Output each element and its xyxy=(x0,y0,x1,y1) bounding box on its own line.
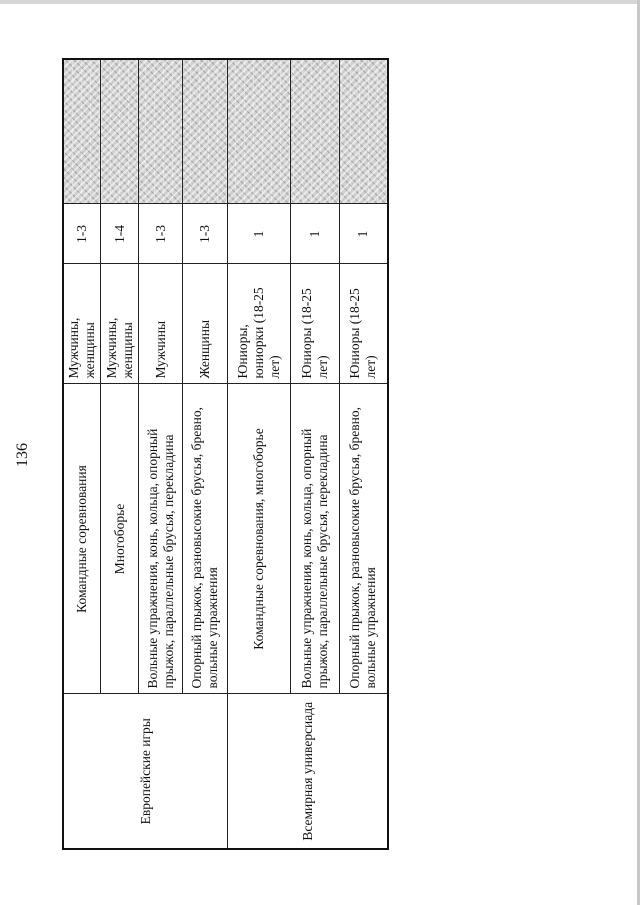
discipline-cell: Вольные упражнения, конь, кольца, опорный прыжок, параллельные брусья, перекладина xyxy=(138,384,183,694)
points-cell xyxy=(339,59,388,204)
places-cell: 1 xyxy=(339,204,388,264)
participants-cell: Мужчины xyxy=(138,264,183,384)
rotated-page xyxy=(14,60,389,850)
discipline-cell: Опорный прыжок, разновысокие брусья, бревно, вольные упражнения xyxy=(339,384,388,694)
places-cell: 1-3 xyxy=(63,204,101,264)
discipline-cell: Многоборье xyxy=(101,384,138,694)
participants-cell: Женщины xyxy=(183,264,228,384)
places-cell: 1 xyxy=(228,204,291,264)
competition-cell: Европейские игры xyxy=(63,694,228,849)
points-cell xyxy=(63,59,101,204)
places-cell: 1 xyxy=(291,204,340,264)
discipline-cell: Командные соревнования, многоборье xyxy=(228,384,291,694)
places-cell: 1-3 xyxy=(138,204,183,264)
table-row xyxy=(228,59,291,849)
shaded-area xyxy=(340,60,387,204)
participants-cell: Юниоры, юниорки (18-25 лет) xyxy=(228,264,291,384)
shaded-area xyxy=(64,60,100,204)
places-cell: 1-3 xyxy=(183,204,228,264)
competition-cell: Всемирная универсиада xyxy=(228,694,388,849)
participants-cell: Мужчины, женщины xyxy=(63,264,101,384)
sports-table xyxy=(62,58,389,850)
participants-cell: Мужчины, женщины xyxy=(101,264,138,384)
points-cell xyxy=(101,59,138,204)
discipline-cell: Командные соревнования xyxy=(63,384,101,694)
places-cell: 1-4 xyxy=(101,204,138,264)
points-cell xyxy=(183,59,228,204)
points-cell xyxy=(291,59,340,204)
points-cell xyxy=(138,59,183,204)
shaded-area xyxy=(139,60,183,204)
points-cell xyxy=(228,59,291,204)
shaded-area xyxy=(228,60,290,204)
participants-cell: Юниоры (18-25 лет) xyxy=(291,264,340,384)
shaded-area xyxy=(291,60,339,204)
scan-top-edge xyxy=(0,0,640,4)
page-number: 136 xyxy=(14,443,31,467)
shaded-area xyxy=(101,60,137,204)
discipline-cell: Опорный прыжок, разновысокие брусья, бревно, вольные упражнения xyxy=(183,384,228,694)
discipline-cell: Вольные упражнения, конь, кольца, опорный прыжок, параллельные брусья, перекладина xyxy=(291,384,340,694)
participants-cell: Юниоры (18-25 лет) xyxy=(339,264,388,384)
table-row xyxy=(63,59,101,849)
shaded-area xyxy=(183,60,227,204)
